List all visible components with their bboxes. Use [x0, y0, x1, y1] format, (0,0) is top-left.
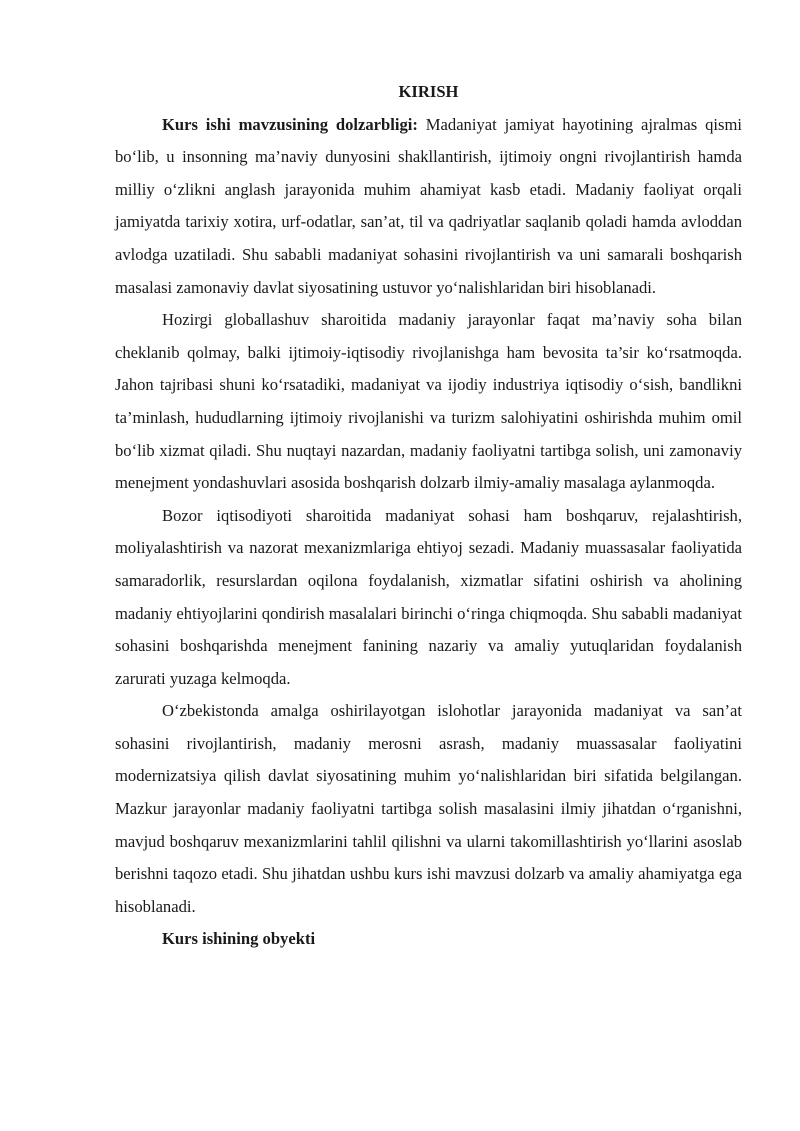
- paragraph-market-economy: Bozor iqtisodiyoti sharoitida madaniyat sohasi ham boshqaruv, rejalashtirish, moliyalashtirish va nazorat mexanizmlariga ehtiyoj sezadi. Madaniy muassasalar faoliyatida samaradorlik, resurslardan oqilona foydalanish, xizmatlar sifatini oshirish va aholining madaniy ehtiyojlarini qondirish masalalari birinchi o‘ringa chiqmoqda. Shu sababli madaniyat sohasini boshqarishda menejment fanining nazariy va amaliy yutuqlaridan foydalanish zarurati yuzaga kelmoqda.: [115, 505, 742, 688]
- paragraph-globalization: Hozirgi globallashuv sharoitida madaniy jarayonlar faqat ma’naviy soha bilan cheklanib qolmay, balki ijtimoiy-iqtisodiy rivojlanishga ham bevosita ta’sir ko‘rsatmoqda. Jahon tajribasi shuni ko‘rsatadiki, madaniyat va ijodiy industriya iqtisodiy o‘sish, bandlikni ta’minlash, hududlarning ijtimoiy rivojlanishi va turizm salohiyatini oshirishda muhim omil bo‘lib xizmat qiladi. Shu nuqtayi nazardan, madaniy faoliyatni tartibga solish, uni zamonaviy menejment yondashuvlari asosida boshqarish dolzarb ilmiy-amaliy masalaga aylanmoqda.: [115, 310, 742, 493]
- paragraph-lead: Kurs ishi mavzusining dolzarbligi:: [162, 114, 418, 134]
- paragraph-text: Madaniyat jamiyat hayotining ajralmas qismi bo‘lib, u insonning ma’naviy dunyosini shakllantirish, ijtimoiy ongni rivojlantirish hamda milliy o‘zlikni anglash jarayonida muhim ahamiyat kasb etadi. Madaniy faoliyat orqali jamiyatda tarixiy xotira, urf-odatlar, san’at, til va qadriyatlar saqlanib qoladi hamda avloddan avlodga uzatiladi. Shu sababli madaniyat sohasini rivojlantirish va uni samarali boshqarish masalasi zamonaviy davlat siyosatining ustuvor yo‘nalishlaridan biri hisoblanadi.: [115, 114, 742, 297]
- section-subheading: Kurs ishining obyekti: [162, 929, 316, 949]
- paragraph-relevance: [115, 109, 742, 305]
- page-title: KIRISH: [398, 82, 459, 101]
- document-page: [115, 76, 742, 956]
- paragraph-uzbekistan-reforms: O‘zbekistonda amalga oshirilayotgan islohotlar jarayonida madaniyat va san’at sohasini rivojlantirish, madaniy merosni asrash, madaniy muassasalar faoliyatini modernizatsiya qilish davlat siyosatining muhim yo‘nalishlaridan biri sifatida belgilangan. Mazkur jarayonlar madaniy faoliyatni tartibga solish masalasini ilmiy jihatdan o‘rganishni, mavjud boshqaruv mexanizmlarini tahlil qilishni va ularni takomillashtirish yo‘llarini asoslab berishni taqozo etadi. Shu jihatdan ushbu kurs ishi mavzusi dolzarb va amaliy ahamiyatga ega hisoblanadi.: [115, 701, 742, 916]
